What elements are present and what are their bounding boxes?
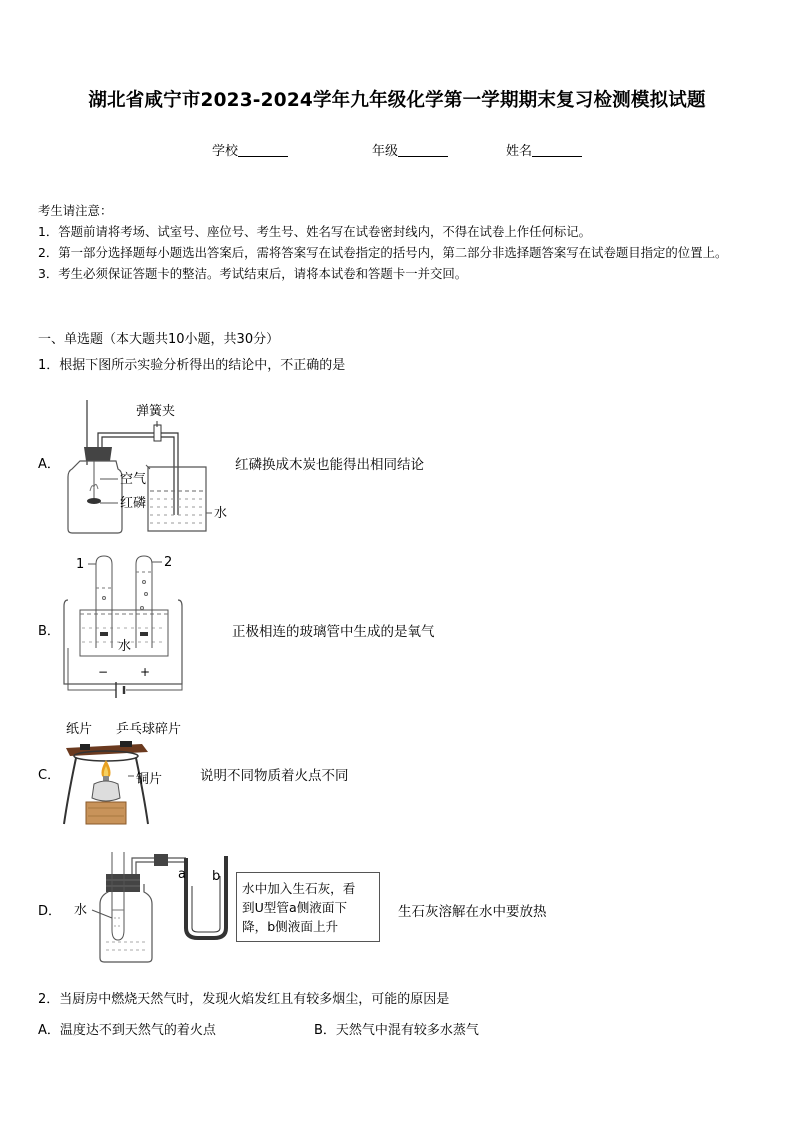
school-label: 学校 xyxy=(212,144,239,159)
d-note-box xyxy=(236,872,380,942)
water-label-b: 水 xyxy=(118,639,132,654)
page-title: 湖北省咸宁市2023-2024学年九年级化学第一学期期末复习检测模拟试题 xyxy=(88,90,706,111)
notice-item-3: 3．考生必须保证答题卡的整洁。考试结束后，请将本试卷和答题卡一并交回。 xyxy=(38,266,468,281)
school-blank[interactable] xyxy=(238,144,288,157)
name-blank[interactable] xyxy=(532,144,582,157)
d-note-line-2: 到U型管a侧液面下 xyxy=(242,900,348,915)
d-note-line-1: 水中加入生石灰，看 xyxy=(242,881,356,896)
q2-option-b-text: 天然气中混有较多水蒸气 xyxy=(335,1023,479,1038)
q1-option-c-statement: 说明不同物质着火点不同 xyxy=(200,768,349,784)
school-field[interactable] xyxy=(212,140,288,159)
q1-option-b-letter[interactable]: B． xyxy=(38,624,60,639)
grade-field[interactable] xyxy=(372,140,448,159)
air-label: 空气 xyxy=(120,472,147,487)
plus-label: + xyxy=(140,665,151,679)
paper-label: 纸片 xyxy=(66,722,93,737)
water-label-d: 水 xyxy=(74,903,88,918)
q1-option-b-statement: 正极相连的玻璃管中生成的是氧气 xyxy=(232,624,435,640)
q1-option-d-letter[interactable]: D． xyxy=(38,904,62,919)
diagram-d-quicklime xyxy=(66,846,246,970)
section-heading: 一、单选题（本大题共10小题，共30分） xyxy=(38,332,280,347)
copper-label: 铜片 xyxy=(136,772,163,787)
q2-option-b-letter: B． xyxy=(314,1023,336,1038)
diagram-b-electrolysis xyxy=(60,548,190,698)
diagram-a-apparatus xyxy=(60,395,240,535)
q1-option-a-letter[interactable]: A． xyxy=(38,457,60,472)
q2-option-b[interactable] xyxy=(314,1019,479,1038)
grade-blank[interactable] xyxy=(398,144,448,157)
q2-option-a[interactable] xyxy=(38,1019,216,1038)
notice-item-1: 1．答题前请将考场、试室号、座位号、考生号、姓名写在试卷密封线内，不得在试卷上作任何标记。 xyxy=(38,224,592,239)
q1-option-a-statement: 红磷换成木炭也能得出相同结论 xyxy=(235,457,424,473)
q2-stem: 2．当厨房中燃烧天然气时，发现火焰发红且有较多烟尘，可能的原因是 xyxy=(38,992,450,1007)
d-note-line-3: 降，b侧液面上升 xyxy=(242,919,339,934)
water-label-a: 水 xyxy=(214,506,228,521)
q2-option-a-letter: A． xyxy=(38,1023,60,1038)
tube1-label: 1 xyxy=(76,557,85,572)
clamp-label: 弹簧夹 xyxy=(136,404,176,419)
notice-block xyxy=(38,200,760,284)
b-label: b xyxy=(212,869,221,884)
grade-label: 年级 xyxy=(372,144,399,159)
a-label: a xyxy=(178,867,186,882)
notice-heading: 考生请注意： xyxy=(38,203,113,218)
notice-item-2: 2．第一部分选择题每小题选出答案后，需将答案写在试卷指定的括号内，第二部分非选择题答案写在试卷题目指定的位置上。 xyxy=(38,245,728,260)
q2-option-a-text: 温度达不到天然气的着火点 xyxy=(59,1023,216,1038)
phosphorus-label: 红磷 xyxy=(120,496,147,511)
q1-stem: 1．根据下图所示实验分析得出的结论中，不正确的是 xyxy=(38,358,346,373)
pingpong-label: 乒乓球碎片 xyxy=(116,722,182,737)
q1-option-d-statement: 生石灰溶解在水中要放热 xyxy=(398,904,547,920)
q1-option-c-letter[interactable]: C． xyxy=(38,768,61,783)
tube2-label: 2 xyxy=(164,555,173,570)
name-field[interactable] xyxy=(506,140,582,159)
minus-label: − xyxy=(98,665,109,679)
name-label: 姓名 xyxy=(506,144,533,159)
